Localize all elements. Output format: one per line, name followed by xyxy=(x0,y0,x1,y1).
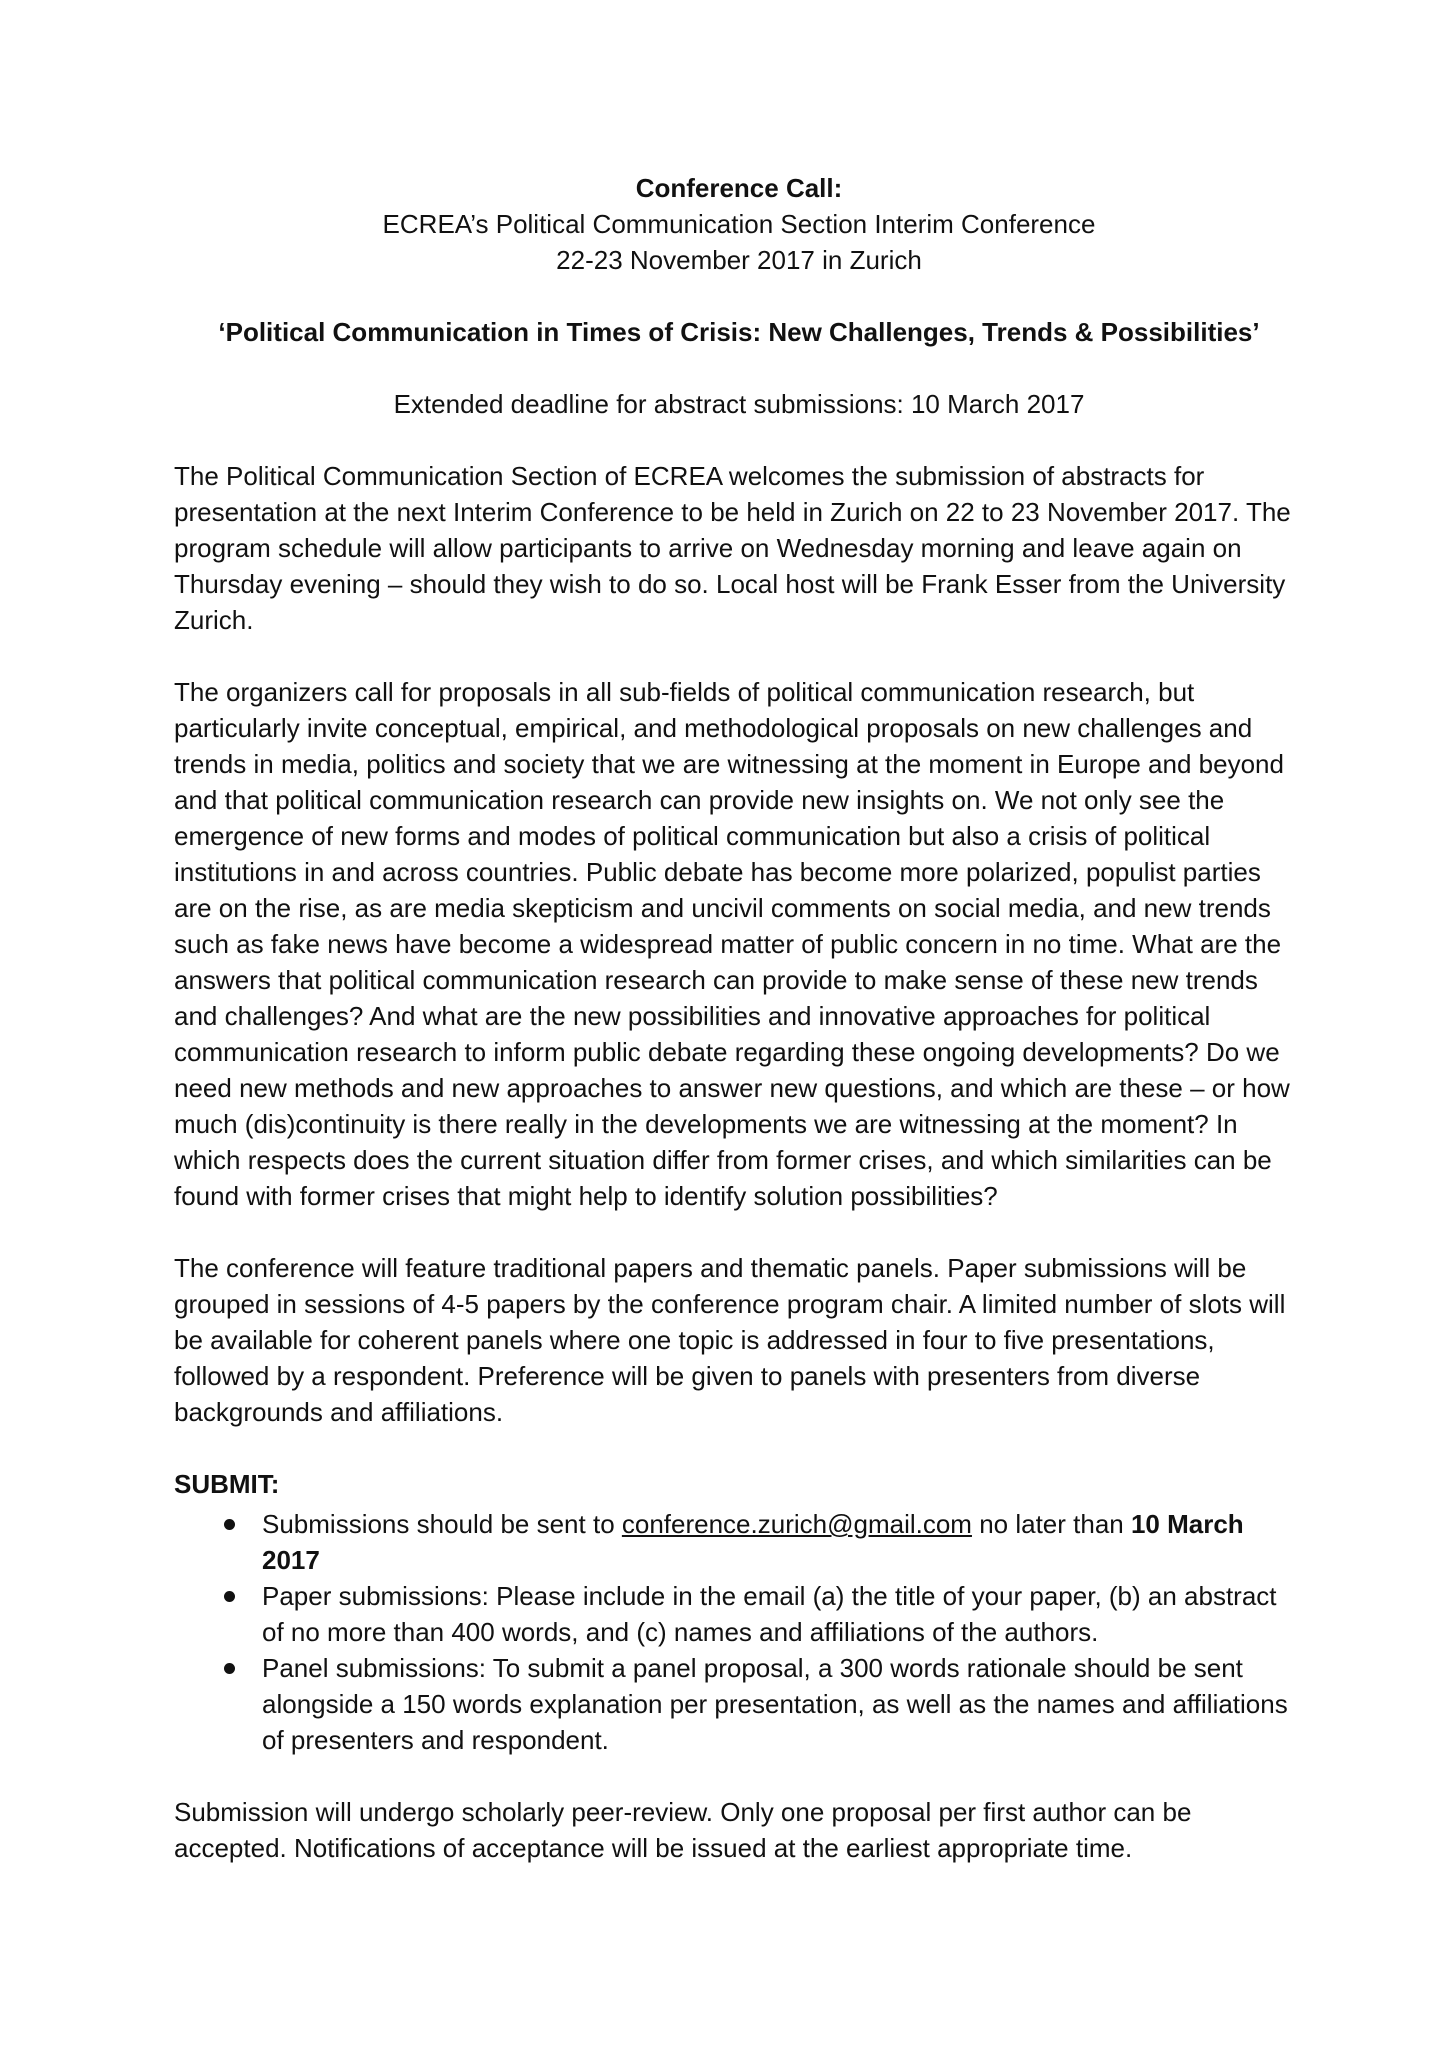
list-item xyxy=(174,1650,1304,1758)
submit-heading: SUBMIT: xyxy=(174,1469,280,1499)
list-item xyxy=(174,1578,1304,1650)
bullet-icon xyxy=(224,1663,235,1674)
conference-name: ECREA’s Political Communication Section Interim Conference xyxy=(382,209,1096,239)
document-header xyxy=(174,170,1304,422)
list-item xyxy=(174,1506,1304,1578)
submission-text-start: Submissions should be sent to xyxy=(262,1509,622,1539)
email-link[interactable]: conference.zurich@gmail.com xyxy=(621,1509,972,1539)
submission-text-mid: no later than xyxy=(971,1509,1131,1539)
paper-submission-text: Paper submissions: Please include in the email (a) the title of your paper, (b) an abstract of no more than 400 words, and (c) names and affiliations of the authors. xyxy=(262,1581,1277,1647)
document-page xyxy=(174,170,1304,1866)
deadline-notice: Extended deadline for abstract submissions: 10 March 2017 xyxy=(393,389,1085,419)
closing-paragraph: Submission will undergo scholarly peer-review. Only one proposal per first author can be accepted. Notifications of acceptance will be issued at the earliest appropriate time. xyxy=(174,1797,1192,1863)
bullet-icon xyxy=(224,1591,235,1602)
intro-paragraph: The Political Communication Section of ECREA welcomes the submission of abstracts for presentation at the next Interim Conference to be held in Zurich on 22 to 23 November 2017. The program schedule will allow participants to arrive on Wednesday morning and leave again on Thursday evening – should they wish to do so. Local host will be Frank Esser from the University Zurich. xyxy=(174,461,1291,635)
submission-deadline: 10 March 2017 xyxy=(262,1509,1244,1575)
submission-list xyxy=(174,1506,1304,1758)
panel-submission-text: Panel submissions: To submit a panel proposal, a 300 words rationale should be sent alongside a 150 words explanation per presentation, as well as the names and affiliations of presenters and respondent. xyxy=(262,1653,1288,1755)
call-title: Conference Call: xyxy=(635,173,843,203)
format-paragraph: The conference will feature traditional papers and thematic panels. Paper submissions will be grouped in sessions of 4-5 papers by the conference program chair. A limited number of slots will be available for coherent panels where one topic is addressed in four to five presentations, followed by a respondent. Preference will be given to panels with presenters from diverse backgrounds and affiliations. xyxy=(174,1253,1286,1427)
bullet-icon xyxy=(224,1519,235,1530)
conference-date-location: 22-23 November 2017 in Zurich xyxy=(556,245,922,275)
conference-theme: ‘Political Communication in Times of Crisis: New Challenges, Trends & Possibilities’ xyxy=(218,317,1260,347)
call-paragraph: The organizers call for proposals in all sub-fields of political communication research, but particularly invite conceptual, empirical, and methodological proposals on new challenges and trends in media, politics and society that we are witnessing at the moment in Europe and beyond and that political communication research can provide new insights on. We not only see the emergence of new forms and modes of political communication but also a crisis of political institutions in and across countries. Public debate has become more polarized, populist parties are on the rise, as are media skepticism and uncivil comments on social media, and new trends such as fake news have become a widespread matter of public concern in no time. What are the answers that political communication research can provide to make sense of these new trends and challenges? And what are the new possibilities and innovative approaches for political communication research to inform public debate regarding these ongoing developments? Do we need new methods and new approaches to answer new questions, and which are these – or how much (dis)continuity is there really in the developments we are witnessing at the moment? In which respects does the current situation differ from former crises, and which similarities can be found with former crises that might help to identify solution possibilities? xyxy=(174,677,1290,1211)
